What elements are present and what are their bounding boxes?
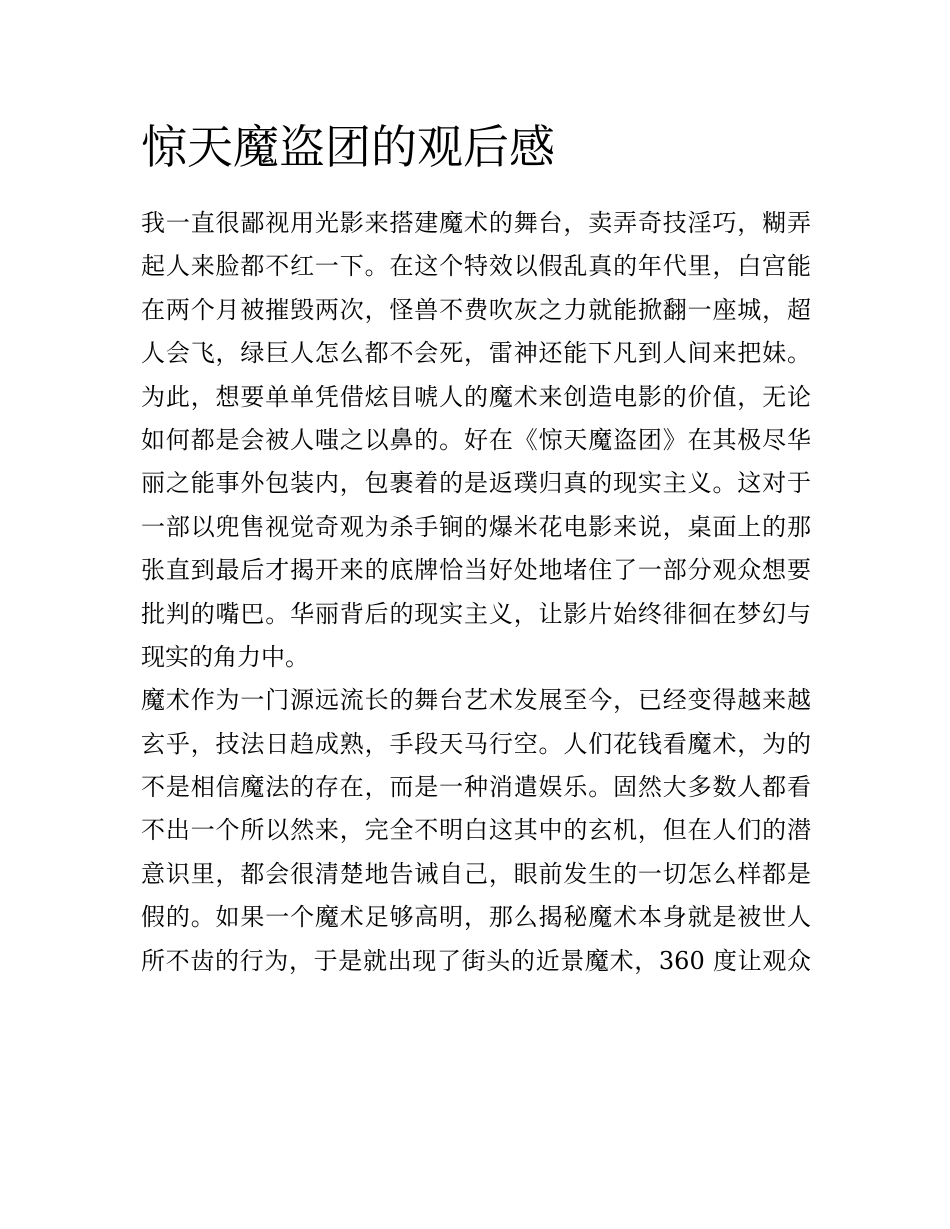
text-line: 假的。如果一个魔术足够高明，那么揭秘魔术本身就是被世人 [141,903,811,932]
text-line: 在两个月被摧毁两次，怪兽不费吹灰之力就能掀翻一座城，超 [141,295,811,324]
text-line: 如何都是会被人嗤之以鼻的。好在《惊天魔盗团》在其极尽华 [141,425,811,454]
text-line: 人会飞，绿巨人怎么都不会死，雷神还能下凡到人间来把妹。 [141,339,811,368]
text-line: 魔术作为一门源远流长的舞台艺术发展至今，已经变得越来越 [141,686,811,715]
text-line: 丽之能事外包装内，包裹着的是返璞归真的现实主义。这对于 [141,469,811,498]
text-line: 为此，想要单单凭借炫目唬人的魔术来创造电影的价值，无论 [141,382,811,411]
text-line: 批判的嘴巴。华丽背后的现实主义，让影片始终徘徊在梦幻与 [141,599,811,628]
text-line: 一部以兜售视觉奇观为杀手锏的爆米花电影来说，桌面上的那 [141,512,811,541]
text-line: 张直到最后才揭开来的底牌恰当好处地堵住了一部分观众想要 [141,556,811,585]
text-line: 所不齿的行为，于是就出现了街头的近景魔术，360 度让观众 [141,946,811,975]
text-line: 起人来脸都不红一下。在这个特效以假乱真的年代里，白宫能 [141,252,811,281]
text-line: 不出一个所以然来，完全不明白这其中的玄机，但在人们的潜 [141,816,811,845]
text-line: 意识里，都会很清楚地告诫自己，眼前发生的一切怎么样都是 [141,859,811,888]
document-content [141,114,811,983]
body-text [141,202,811,983]
text-line: 不是相信魔法的存在，而是一种消遣娱乐。固然大多数人都看 [141,773,811,802]
text-line: 现实的角力中。 [141,642,309,671]
text-line: 我一直很鄙视用光影来搭建魔术的舞台，卖弄奇技淫巧，糊弄 [141,209,811,237]
document-title: 惊天魔盗团的观后感 [141,120,555,174]
text-line: 玄乎，技法日趋成熟，手段天马行空。人们花钱看魔术，为的 [141,729,811,758]
